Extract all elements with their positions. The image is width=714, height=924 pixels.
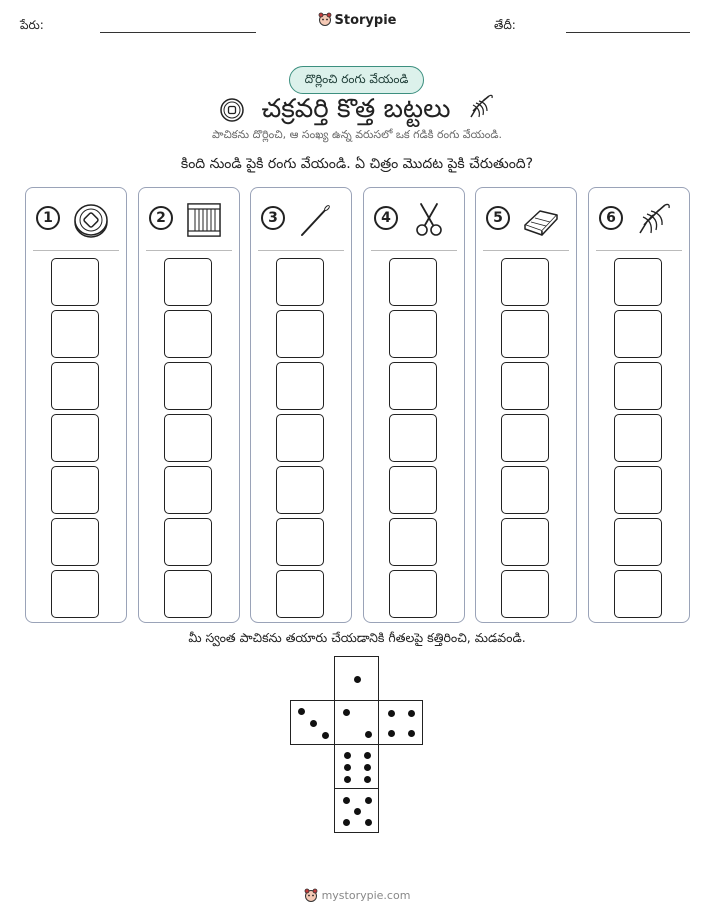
die-face-3 [290,700,335,745]
column-number: 6 [599,206,623,230]
die-face-6 [334,744,379,789]
color-cell[interactable] [501,310,549,358]
column-5 [475,187,577,623]
pip [344,752,351,759]
footer-url[interactable]: mystorypie.com [321,889,411,902]
color-cell[interactable] [164,518,212,566]
brand-name: Storypie [334,13,397,28]
brand [0,12,714,28]
yarn-icon [635,201,673,239]
color-cell[interactable] [276,362,324,410]
pip [408,730,415,737]
die-face-4 [378,700,423,745]
color-cell[interactable] [276,310,324,358]
color-cell[interactable] [276,518,324,566]
coin-icon [219,97,245,123]
pip [388,730,395,737]
color-cell[interactable] [389,466,437,514]
pip [365,797,372,804]
color-cell[interactable] [164,310,212,358]
column-2 [138,187,240,623]
cut-fold-instruction: మీ స్వంత పాచికను తయారు చేయడానికి గీతలపై కత్తిరించి, మడవండి. [188,630,526,645]
yarn-icon [467,93,495,123]
pip [344,764,351,771]
color-cell[interactable] [501,362,549,410]
pip [343,797,350,804]
pip [365,819,372,826]
color-cell[interactable] [389,570,437,618]
pip [364,764,371,771]
pip [298,708,305,715]
color-cell[interactable] [276,258,324,306]
pip [364,752,371,759]
color-cell[interactable] [389,310,437,358]
column-number: 2 [149,206,173,230]
color-cell[interactable] [501,258,549,306]
column-6 [588,187,690,623]
color-cell[interactable] [614,258,662,306]
needle-icon [297,201,335,239]
color-cell[interactable] [164,362,212,410]
pip [343,709,350,716]
color-cell[interactable] [164,414,212,462]
name-line[interactable] [100,32,256,33]
color-cell[interactable] [276,570,324,618]
color-cell[interactable] [501,414,549,462]
question: కింది నుండి పైకి రంగు వేయండి. ఏ చిత్రం మొదట పైకి చేరుతుంది? [180,156,534,172]
color-cell[interactable] [389,258,437,306]
color-cell[interactable] [614,414,662,462]
pip [344,776,351,783]
die-face-1 [334,656,379,701]
color-cell[interactable] [51,518,99,566]
column-divider [146,250,232,251]
color-cell[interactable] [164,570,212,618]
color-cell[interactable] [501,570,549,618]
column-1 [25,187,127,623]
color-cell[interactable] [501,466,549,514]
folded-cloth-icon [522,201,560,239]
loom-icon [185,201,223,239]
die-face-5 [334,788,379,833]
title-text: చక్రవర్తి కొత్త బట్టలు [261,94,451,124]
name-label: పేరు: [20,18,44,32]
activity-badge: దొర్లించి రంగు వేయండి [289,66,424,94]
color-cell[interactable] [614,466,662,514]
date-line[interactable] [566,32,690,33]
color-cell[interactable] [389,518,437,566]
column-divider [483,250,569,251]
color-cell[interactable] [389,362,437,410]
color-cell[interactable] [51,466,99,514]
color-cell[interactable] [276,414,324,462]
pip [354,676,361,683]
scissors-icon [410,201,448,239]
column-number: 5 [486,206,510,230]
subtitle: పాచికను దొర్లించి, ఆ సంఖ్య ఉన్న వరుసలో ఒక గడికి రంగు వేయండి. [212,128,502,141]
page-title [0,93,714,125]
pip [388,710,395,717]
color-cell[interactable] [51,362,99,410]
pip [354,808,361,815]
date-label: తేదీ: [494,18,516,32]
color-cell[interactable] [51,258,99,306]
column-divider [33,250,119,251]
color-cell[interactable] [164,258,212,306]
color-cell[interactable] [614,362,662,410]
color-cell[interactable] [614,570,662,618]
color-cell[interactable] [389,414,437,462]
storypie-logo-icon [304,888,318,902]
column-divider [258,250,344,251]
coin-icon [72,201,110,239]
footer [0,888,714,902]
color-cell[interactable] [51,570,99,618]
storypie-logo-icon [318,12,332,26]
color-cell[interactable] [276,466,324,514]
pip [310,720,317,727]
die-face-2 [334,700,379,745]
color-cell[interactable] [501,518,549,566]
column-number: 1 [36,206,60,230]
pip [408,710,415,717]
color-cell[interactable] [51,310,99,358]
column-divider [596,250,682,251]
pip [322,732,329,739]
column-3 [250,187,352,623]
color-cell[interactable] [614,310,662,358]
column-number: 3 [261,206,285,230]
column-divider [371,250,457,251]
pip [364,776,371,783]
color-cell[interactable] [614,518,662,566]
pip [365,731,372,738]
color-cell[interactable] [164,466,212,514]
pip [343,819,350,826]
color-cell[interactable] [51,414,99,462]
column-number: 4 [374,206,398,230]
column-4 [363,187,465,623]
